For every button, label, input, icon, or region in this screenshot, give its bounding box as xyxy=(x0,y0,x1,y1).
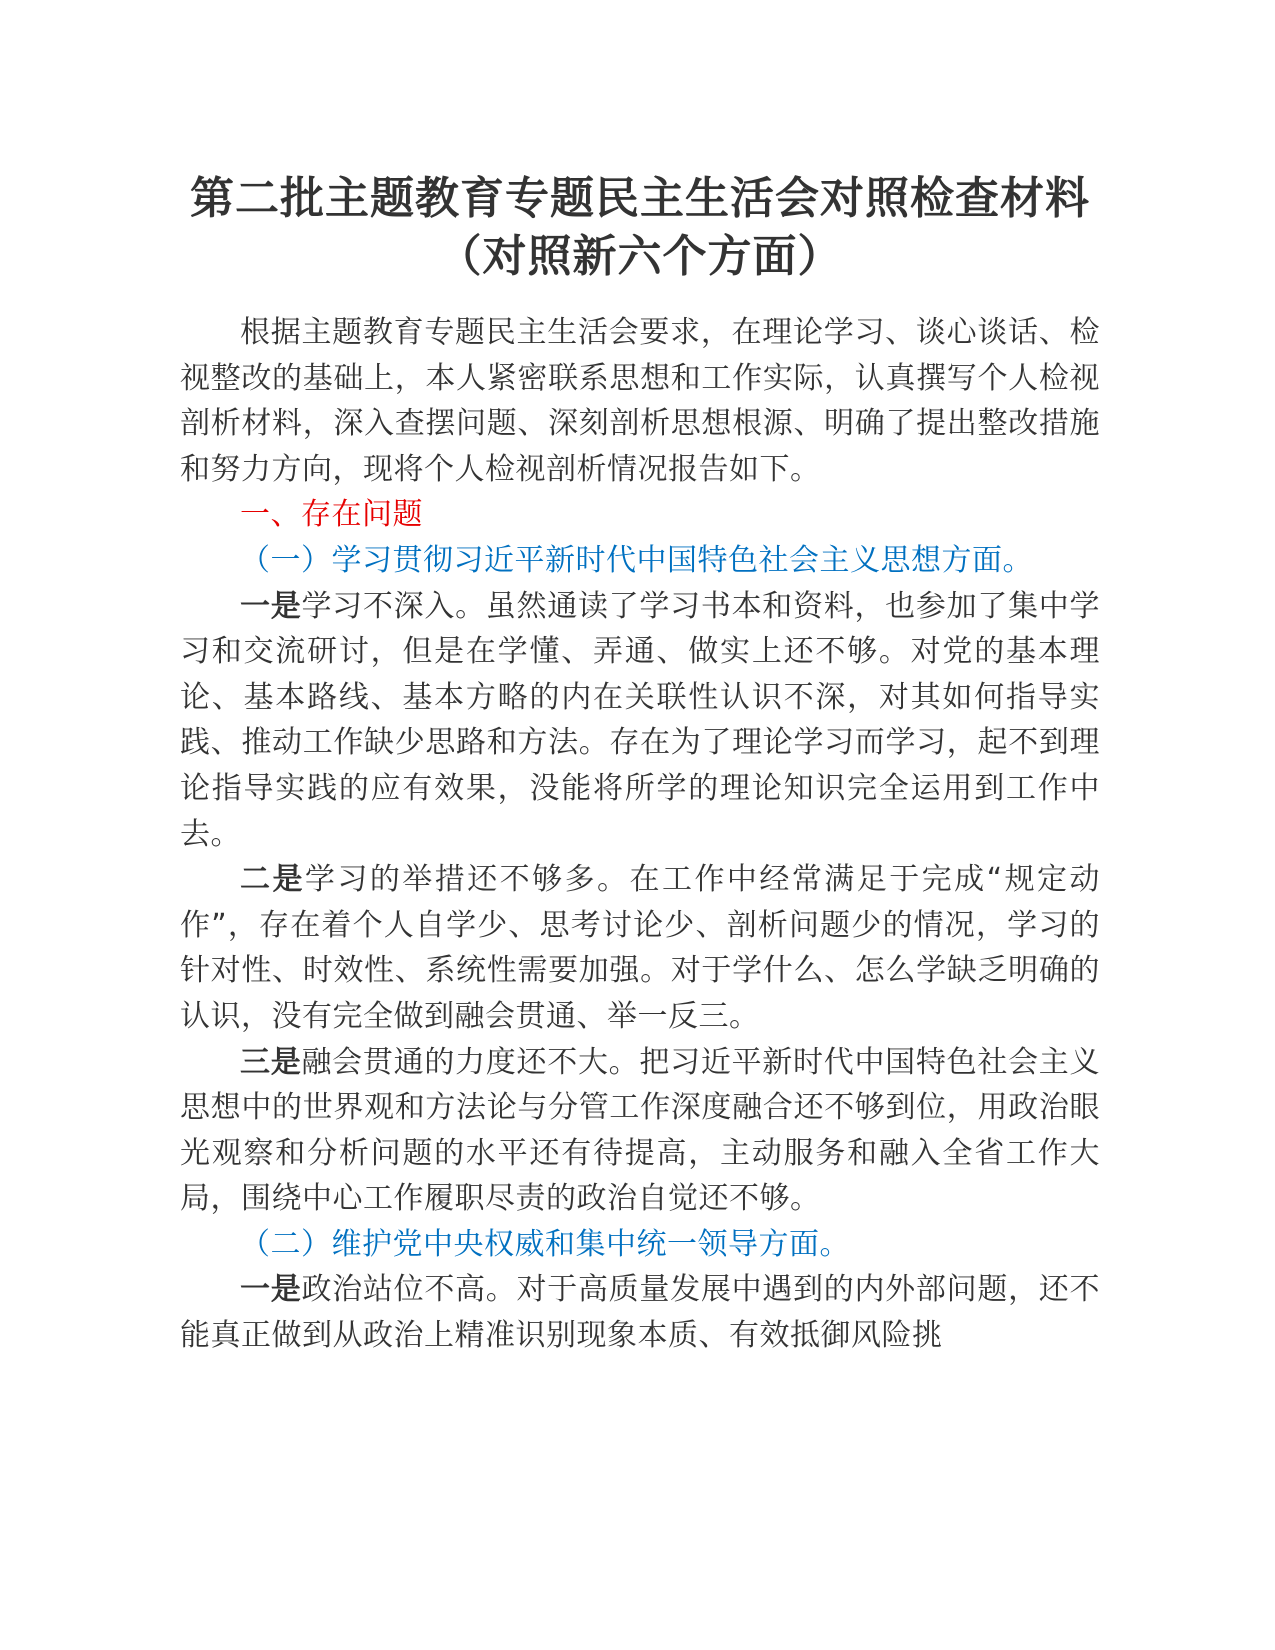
item-text: 融会贯通的力度还不大。把习近平新时代中国特色社会主义思想中的世界观和方法论与分管工作深度融合还不够到位，用政治眼光观察和分析问题的水平还有待提高，主动服务和融入全省工作大局，围绕中心工作履职尽责的政治自觉还不够。 xyxy=(180,1044,1101,1217)
item-text: 学习不深入。虽然通读了学习书本和资料，也参加了集中学习和交流研讨，但是在学懂、弄通、做实上还不够。对党的基本理论、基本路线、基本方略的内在关联性认识不深，对其如何指导实践、推动工作缺少思路和方法。存在为了理论学习而学习，起不到理论指导实践的应有效果，没能将所学的理论知识完全运用到工作中去。 xyxy=(180,588,1101,852)
section-1-heading: （一）学习贯彻习近平新时代中国特色社会主义思想方面。 xyxy=(240,542,1033,578)
section-1-item-2 xyxy=(180,857,1100,1039)
section-1-item-3 xyxy=(180,1040,1100,1222)
item-text: 学习的举措还不够多。在工作中经常满足于完成“规定动作”，存在着个人自学少、思考讨论少、剖析问题少的情况，学习的针对性、时效性、系统性需要加强。对于学什么、怎么学缺乏明确的认识，没有完全做到融会贯通、举一反三。 xyxy=(180,862,1100,1034)
item-lead: 一是 xyxy=(240,1272,302,1308)
item-lead: 三是 xyxy=(240,1044,302,1080)
item-lead: 一是 xyxy=(240,588,302,624)
item-lead: 二是 xyxy=(240,862,305,898)
document-page xyxy=(180,170,1100,1359)
section-2-item-1 xyxy=(180,1267,1100,1358)
section-2-heading: （二）维护党中央权威和集中统一领导方面。 xyxy=(240,1226,850,1262)
item-text: 政治站位不高。对于高质量发展中遇到的内外部问题，还不能真正做到从政治上精准识别现象本质、有效抵御风险挑 xyxy=(180,1272,1101,1354)
heading-existing-problems: 一、存在问题 xyxy=(240,497,423,533)
document-title: 第二批主题教育专题民主生活会对照检查材料（对照新六个方面） xyxy=(190,173,1090,282)
section-1-item-1 xyxy=(180,584,1100,858)
intro-paragraph: 根据主题教育专题民主生活会要求，在理论学习、谈心谈话、检视整改的基础上，本人紧密联系思想和工作实际，认真撰写个人检视剖析材料，深入查摆问题、深刻剖析思想根源、明确了提出整改措施和努力方向，现将个人检视剖析情况报告如下。 xyxy=(180,315,1100,487)
